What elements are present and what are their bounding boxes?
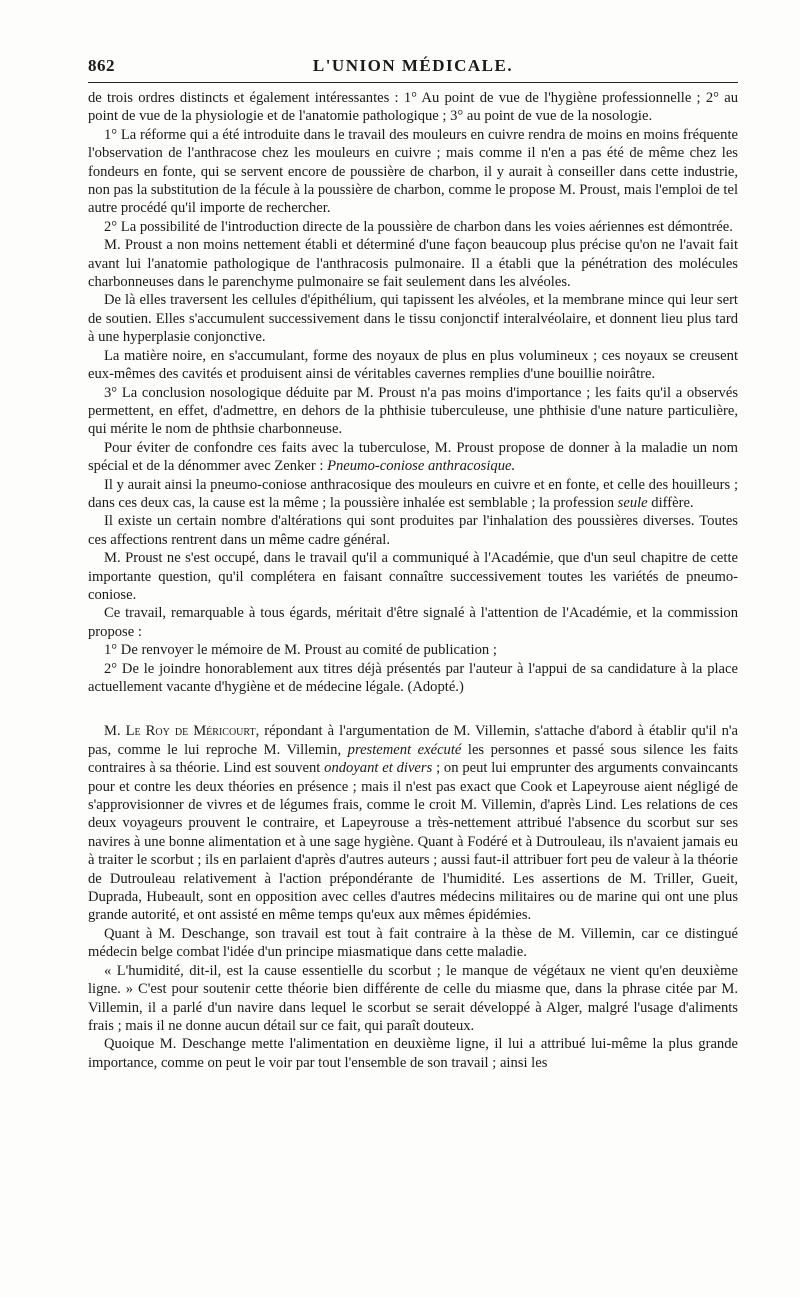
paragraph: 2° De le joindre honorablement aux titres déjà présentés par l'auteur à l'appui de sa candidature à la place actuellement vacante d'hygiène et de médecine légale. (Adopté.) (88, 660, 738, 695)
running-title: L'UNION MÉDICALE. (312, 56, 514, 75)
page-number: 862 (88, 56, 115, 75)
text: ; on peut lui emprunter des arguments convaincants pour et contre les deux théories en présence ; mais il n'est pas exact que Cook et Lapeyrouse aient négligé de s'approvisionner de vivres et de légumes frais, comme le croit M. Villemin, d'après Lind. Les relations de ces deux voyageurs prouvent le contraire, et Lapeyrouse a très-nettement attribué l'absence du scorbut sur ses navires à une bonne alimentation et à une sage hygiène. Quant à Fodéré et à Dutrouleau, ils n'avaient jamais eu à traiter le scorbut ; ils en parlaient d'après d'autres auteurs ; aussi faut-il attribuer fort peu de valeur à la théorie de Dutrouleau relativement à l'action prépondérante de l'humidité. Les assertions de M. Triller, Gueit, Duprada, Hubeault, sont en opposition avec celles d'autres médecins militaires ou de marine qui ont une plus grande autorité, et ont assisté en même temps qu'eux aux mêmes épidémies. (88, 760, 739, 924)
italic-term: ondoyant et divers (324, 760, 433, 777)
italic-term: seule (617, 494, 648, 511)
paragraph: 1° La réforme qui a été introduite dans le travail des mouleurs en cuivre rendra de moins en moins fréquente l'observation de l'anthracose chez les mouleurs en cuivre ; mais comme il n'en a pas été de même chez les fondeurs en fonte, qui se servent encore de poussière de charbon, il y aurait à conseiller dans cette industrie, non pas la substitution de la fécule à la poussière de charbon, comme le propose M. Proust, mais l'emploi de tel autre procédé qu'il importe de rechercher. (88, 126, 738, 217)
speaker-name: M. Le Roy de Méricourt (104, 723, 256, 740)
text: Pour éviter de confondre ces faits avec la tuberculose, M. Proust propose de donner à la maladie un nom spécial et de la dénommer avec Zenker : (88, 439, 738, 475)
page-header (88, 52, 738, 83)
italic-term: prestement exécuté (347, 741, 462, 758)
paragraph: M. Proust a non moins nettement établi et déterminé d'une façon beaucoup plus précise qu'on ne l'avait fait avant lui l'anatomie pathologique de l'anthracosis pulmonaire. Il a établi que la pénétration des molécules charbonneuses dans le parenchyme pulmonaire se fait seulement dans les alvéoles. (88, 237, 738, 291)
paragraph: de trois ordres distincts et également intéressantes : 1° Au point de vue de l'hygiène professionnelle ; 2° au point de vue de la physiologie et de l'anatomie pathologique ; 3° au point de vue de la nosologie. (88, 90, 738, 125)
text: , répondant à l'argumentation de M. Villemin, s'attache d'abord à établir qu'il n'a pas, comme le lui reproche M. Villemin, (88, 723, 739, 758)
paragraph: « L'humidité, dit-il, est la cause essentielle du scorbut ; le manque de végétaux ne vient qu'en deuxième ligne. » C'est pour soutenir cette théorie bien différente de celle du miasme que, dans la phrase citée par M. Villemin, il a parlé d'un navire dans lequel le scorbut se serait développé à Alger, malgré l'usage d'aliments frais ; mais il ne donne aucun détail sur ce fait, qui paraît douteux. (88, 962, 738, 1034)
paragraph: Il existe un certain nombre d'altérations qui sont produites par l'inhalation des poussières diverses. Toutes ces affections rentrent dans un même cadre général. (88, 513, 738, 548)
paragraph: M. Proust ne s'est occupé, dans le travail qu'il a communiqué à l'Académie, que d'un seul chapitre de cette importante question, qu'il complétera en faisant connaître successivement toutes les variétés de pneumo-coniose. (88, 550, 738, 603)
paragraph: 1° De renvoyer le mémoire de M. Proust au comité de publication ; (104, 642, 497, 659)
paragraph: Quoique M. Deschange mette l'alimentation en deuxième ligne, il lui a attribué lui-même la plus grande importance, comme on peut le voir par tout l'ensemble de son travail ; ainsi les (88, 1036, 738, 1071)
text: les personnes et passé sous silence les faits contraires à sa théorie. Lind est souvent (88, 741, 738, 777)
italic-term: Pneumo-coniose anthracosique. (327, 458, 516, 475)
paragraph: Quant à M. Deschange, son travail est tout à fait contraire à la thèse de M. Villemin, car ce distingué médecin belge combat l'idée d'un principe miasmatique dans cette maladie. (88, 925, 738, 961)
text: diffère. (647, 494, 694, 511)
paragraph: 3° La conclusion nosologique déduite par M. Proust n'a pas moins d'importance ; les faits qu'il a observés permettent, en effet, d'admettre, en dehors de la phthisie tuberculeuse, une phthisie d'une nature particulière, qui mérite le nom de phthsie charbonneuse. (88, 384, 738, 438)
article-body (88, 89, 738, 1072)
paragraph (88, 476, 738, 513)
paragraph (88, 439, 738, 476)
text: Il y aurait ainsi la pneumo-coniose anthracosique des mouleurs en cuivre et en fonte, et celle des houilleurs ; dans ces deux cas, la cause est la même ; la poussière inhalée est semblable ; la profession (88, 476, 738, 511)
paragraph: La matière noire, en s'accumulant, forme des noyaux de plus en plus volumineux ; ces noyaux se creusent eux-mêmes des cavités et produisent ainsi de véritables cavernes remplies d'une bouillie noirâtre. (88, 347, 738, 383)
paragraph (88, 722, 738, 924)
paragraph: 2° La possibilité de l'introduction directe de la poussière de charbon dans les voies aériennes est démontrée. (104, 218, 733, 235)
paragraph: Ce travail, remarquable à tous égards, méritait d'être signalé à l'attention de l'Académie, et la commission propose : (88, 605, 738, 640)
paragraph: De là elles traversent les cellules d'épithélium, qui tapissent les alvéoles, et la membrane mince qui leur sert de soutien. Elles s'accumulent successivement dans le tissu conjonctif interalvéolaire, et donnent lieu plus tard à une hyperplasie conjonctive. (88, 292, 738, 346)
